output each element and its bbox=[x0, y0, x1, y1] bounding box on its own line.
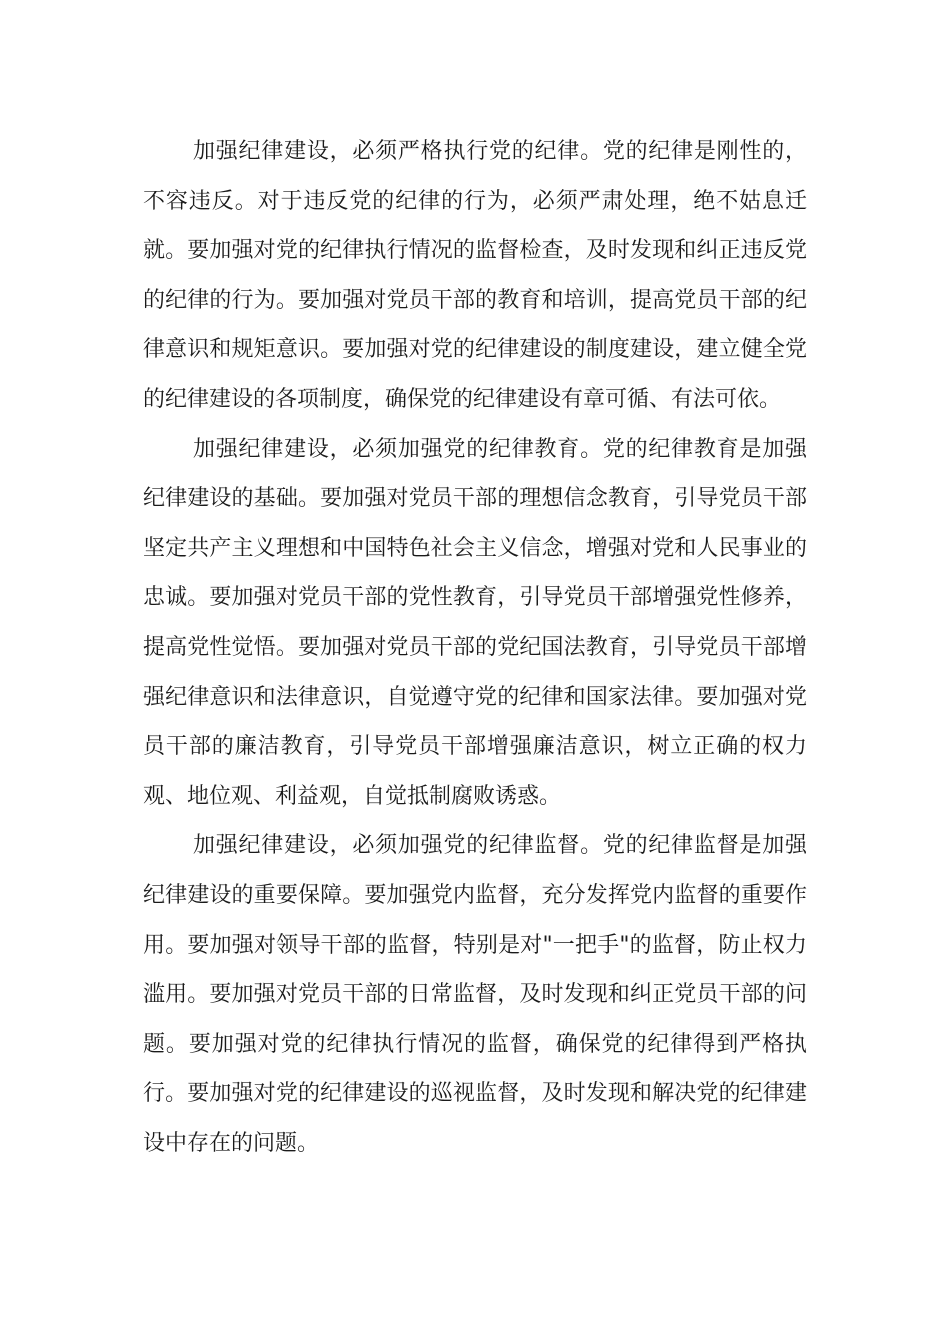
paragraph-discipline-education: 加强纪律建设，必须加强党的纪律教育。党的纪律教育是加强纪律建设的基础。要加强对党员干部的理想信念教育，引导党员干部坚定共产主义理想和中国特色社会主义信念，增强对党和人民事业的忠诚。要加强对党员干部的党性教育，引导党员干部增强党性修养，提高党性觉悟。要加强对党员干部的党纪国法教育，引导党员干部增强纪律意识和法律意识，自觉遵守党的纪律和国家法律。要加强对党员干部的廉洁教育，引导党员干部增强廉洁意识，树立正确的权力观、地位观、利益观，自觉抵制腐败诱惑。 bbox=[143, 436, 807, 809]
document-body bbox=[143, 127, 807, 1168]
paragraph-discipline-enforcement: 加强纪律建设，必须严格执行党的纪律。党的纪律是刚性的，不容违反。对于违反党的纪律的行为，必须严肃处理，绝不姑息迁就。要加强对党的纪律执行情况的监督检查，及时发现和纠正违反党的纪律的行为。要加强对党员干部的教育和培训，提高党员干部的纪律意识和规矩意识。要加强对党的纪律建设的制度建设，建立健全党的纪律建设的各项制度，确保党的纪律建设有章可循、有法可依。 bbox=[143, 139, 807, 412]
paragraph-discipline-supervision: 加强纪律建设，必须加强党的纪律监督。党的纪律监督是加强纪律建设的重要保障。要加强党内监督，充分发挥党内监督的重要作用。要加强对领导干部的监督，特别是对"一把手"的监督，防止权力滥用。要加强对党员干部的日常监督，及时发现和纠正党员干部的问题。要加强对党的纪律执行情况的监督，确保党的纪律得到严格执行。要加强对党的纪律建设的巡视监督，及时发现和解决党的纪律建设中存在的问题。 bbox=[143, 833, 807, 1156]
